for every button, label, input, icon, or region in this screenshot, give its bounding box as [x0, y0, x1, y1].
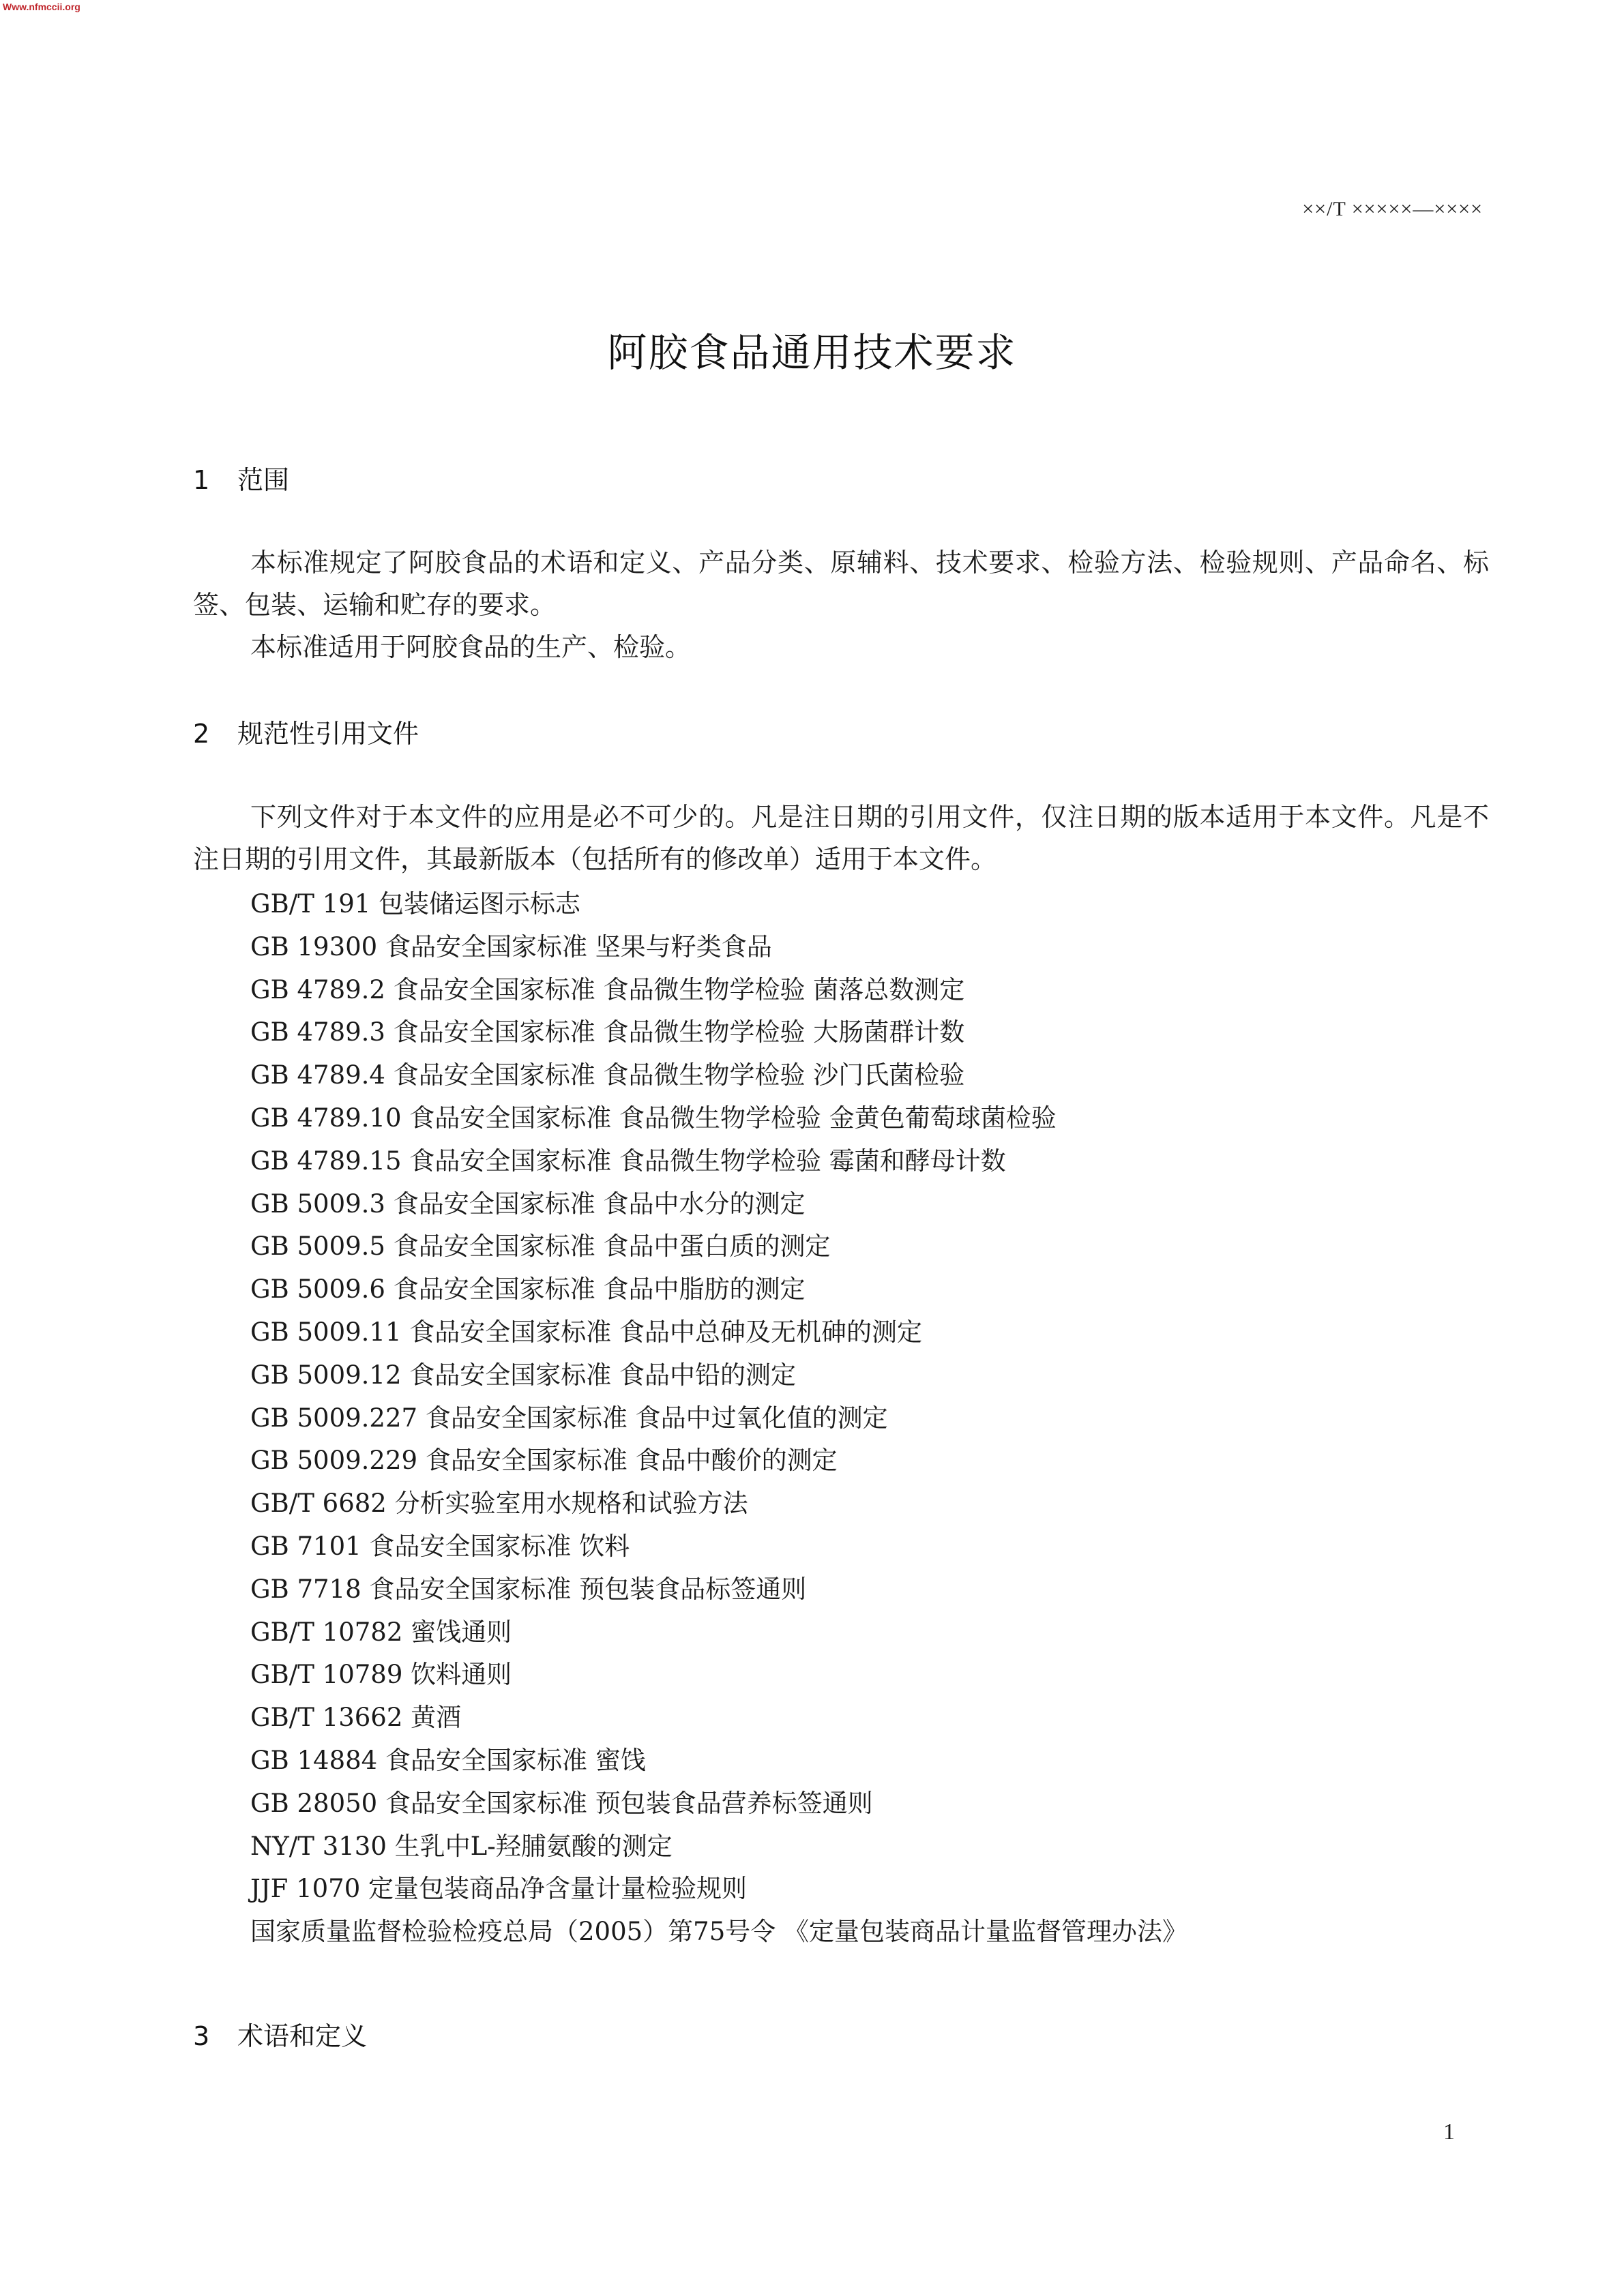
reference-item: GB 5009.5 食品安全国家标准 食品中蛋白质的测定: [250, 1232, 831, 1262]
reference-item: GB 4789.3 食品安全国家标准 食品微生物学检验 大肠菌群计数: [250, 1017, 965, 1047]
watermark-url: Www.nfmccii.org: [3, 1, 80, 12]
section-title: 范围: [237, 465, 290, 495]
section-title: 术语和定义: [237, 2021, 368, 2051]
reference-item: GB 5009.229 食品安全国家标准 食品中酸价的测定: [250, 1446, 838, 1476]
reference-item: GB 5009.11 食品安全国家标准 食品中总砷及无机砷的测定: [250, 1317, 923, 1347]
reference-list: [250, 883, 1187, 1954]
reference-item: GB/T 6682 分析实验室用水规格和试验方法: [250, 1489, 748, 1519]
reference-item: GB 4789.15 食品安全国家标准 食品微生物学检验 霉菌和酵母计数: [250, 1146, 1006, 1176]
reference-item: GB 19300 食品安全国家标准 坚果与籽类食品: [250, 931, 772, 961]
section-1-paragraph-applicability: 本标准适用于阿胶食品的生产、检验。: [250, 632, 692, 662]
section-number: 2: [193, 719, 210, 749]
reference-item: GB 5009.6 食品安全国家标准 食品中脂肪的测定: [250, 1274, 806, 1304]
reference-item: GB/T 13662 黄酒: [250, 1703, 462, 1733]
reference-item: GB 7718 食品安全国家标准 预包装食品标签通则: [250, 1574, 807, 1604]
reference-item: GB 7101 食品安全国家标准 饮料: [250, 1531, 630, 1561]
reference-item: GB 14884 食品安全国家标准 蜜饯: [250, 1745, 646, 1775]
reference-item: GB 5009.3 食品安全国家标准 食品中水分的测定: [250, 1189, 806, 1219]
reference-item: GB 4789.2 食品安全国家标准 食品微生物学检验 菌落总数测定: [250, 974, 965, 1004]
reference-item: NY/T 3130 生乳中L-羟脯氨酸的测定: [250, 1831, 673, 1861]
reference-item: GB 5009.227 食品安全国家标准 食品中过氧化值的测定: [250, 1403, 888, 1433]
section-number: 1: [193, 465, 210, 495]
doc-code: ××/T ×××××—××××: [1302, 198, 1483, 220]
reference-item: 国家质量监督检验检疫总局（2005）第75号令 《定量包装商品计量监督管理办法》: [250, 1917, 1188, 1947]
reference-item: GB 4789.10 食品安全国家标准 食品微生物学检验 金黄色葡萄球菌检验: [250, 1103, 1057, 1133]
reference-item: GB 28050 食品安全国家标准 预包装食品营养标签通则: [250, 1788, 873, 1818]
section-number: 3: [193, 2021, 210, 2051]
section-2-heading: [193, 713, 419, 750]
section-title: 规范性引用文件: [237, 719, 419, 749]
reference-item: JJF 1070 定量包装商品净含量计量检验规则: [250, 1874, 748, 1904]
section-3-heading: [193, 2015, 367, 2053]
reference-item: GB/T 191 包装储运图示标志: [250, 889, 581, 919]
reference-item: GB 4789.4 食品安全国家标准 食品微生物学检验 沙门氏菌检验: [250, 1060, 965, 1090]
section-1-heading: [193, 459, 289, 496]
reference-item: GB/T 10789 饮料通则: [250, 1660, 512, 1690]
reference-item: GB 5009.12 食品安全国家标准 食品中铅的测定: [250, 1360, 797, 1390]
page-number: 1: [1443, 2119, 1455, 2145]
page-title: 阿胶食品通用技术要求: [607, 329, 1017, 376]
section-1-paragraph-scope: 本标准规定了阿胶食品的术语和定义、产品分类、原辅料、技术要求、检验方法、检验规则、产品命名、标签、包装、运输和贮存的要求。: [193, 548, 1489, 620]
section-2-paragraph-intro: 下列文件对于本文件的应用是必不可少的。凡是注日期的引用文件，仅注日期的版本适用于本文件。凡是不注日期的引用文件，其最新版本（包括所有的修改单）适用于本文件。: [193, 802, 1489, 874]
reference-item: GB/T 10782 蜜饯通则: [250, 1617, 512, 1647]
